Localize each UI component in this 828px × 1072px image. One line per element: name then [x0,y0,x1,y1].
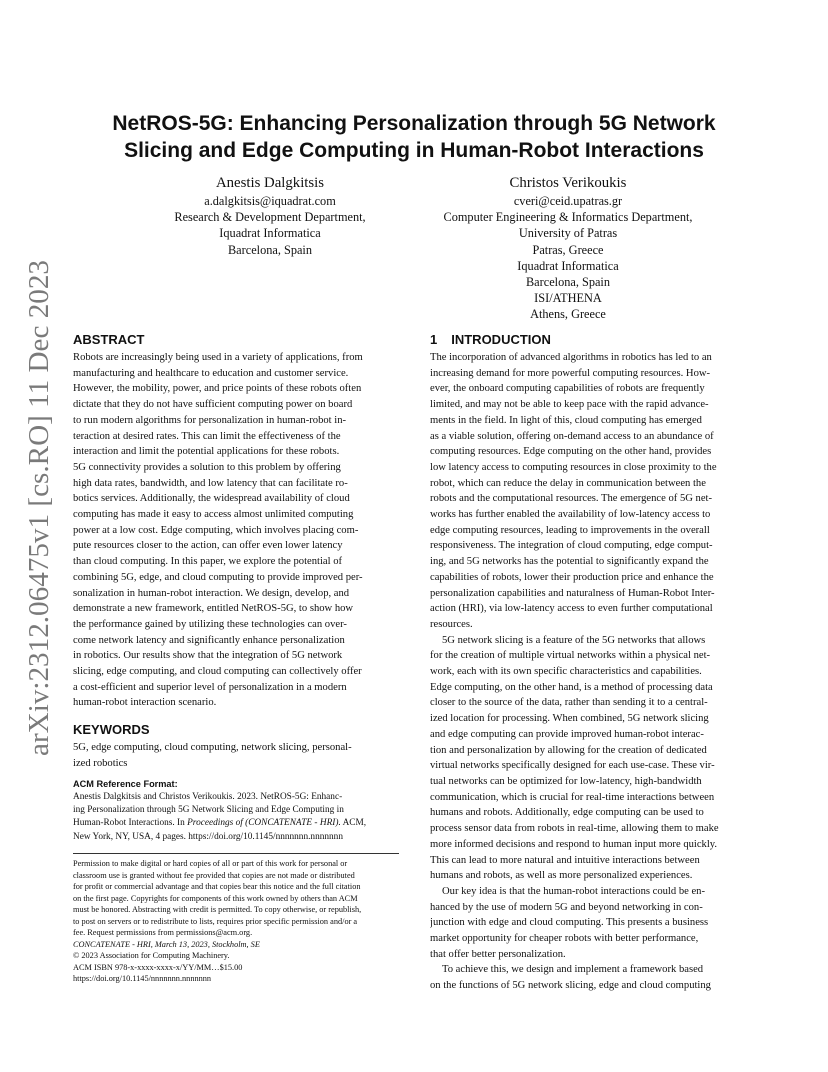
permission-line: classroom use is granted without fee provided that copies are not made or distributed [73,870,355,880]
permission-line: fee. Request permissions from permissions@acm.org. [73,928,253,938]
section-heading [430,331,756,348]
author-location: Barcelona, Spain [227,242,312,257]
acm-reference-body [73,791,399,845]
paragraph-line: hanced by the use of modern 5G and beyond networking in con- [430,901,703,913]
paragraph-line: This can lead to more natural and intuitive interactions between [430,854,700,866]
keywords-heading: KEYWORDS [73,722,150,738]
paragraph-line: tual networks can be optimized for low-latency, high-bandwidth [430,775,702,787]
paragraph-line: Edge computing, on the other hand, is a method of processing data [430,681,713,693]
author-location: Athens, Greece [530,307,606,322]
paragraph-line: resources. [430,618,473,630]
abstract-line: manufacturing and healthcare to education and customer service. [73,367,349,379]
section-title: INTRODUCTION [451,332,551,347]
keywords-line: 5G, edge computing, cloud computing, network slicing, personal- [73,742,352,754]
permission-body [73,858,399,939]
author-block [418,174,718,323]
left-column [73,331,399,985]
paragraph-line: communication, which is crucial for real-time interactions between [430,791,715,803]
paragraph-line: ing, and 5G networks has the potential to significantly expand the [430,556,709,568]
arxiv-id-text: arXiv:2312.06475v1 [cs.RO] 11 Dec 2023 [24,279,55,756]
permission-line: must be honored. Abstracting with credit is permitted. To copy otherwise, or republish, [73,905,362,915]
acm-reference-line: ing Personalization through 5G Network Slicing and Edge Computing in [73,804,344,815]
author-affiliation: ISI/ATHENA [534,291,602,306]
paragraph-line: ized location for processing. When combined, 5G network slicing [430,713,709,725]
abstract-line: than cloud computing. In this paper, we explore the potential of [73,556,343,568]
paragraph-line: works has further enabled the availability of low-latency access to [430,509,711,521]
abstract-line: high data rates, bandwidth, and low latency that can facilitate ro- [73,477,348,489]
section-number: 1 [430,332,438,347]
paragraph [430,962,756,993]
paragraph [430,884,756,963]
abstract-line: human-robot interaction scenario. [73,697,217,709]
author-name: Christos Verikoukis [509,175,627,191]
abstract-line: the performance gained by utilizing these technologies can over- [73,618,347,630]
paper-title [60,110,768,164]
paragraph-line: junction with edge and cloud computing. This presents a business [430,917,709,929]
paragraph-line: humans and robots. Additionally, edge computing can be used to [430,807,704,819]
paragraph-line: virtual networks specifically designed for each use-case. These vir- [430,760,715,772]
author-affiliation: Computer Engineering & Informatics Department, [443,210,693,225]
permission-line: for profit or commercial advantage and that copies bear this notice and the full citation [73,882,361,892]
keywords-body [73,740,399,771]
paragraph-line: edge computing resources, leading to improvements in the overall [430,524,710,536]
paragraph-line: process sensor data from robots in real-time, allowing them to make [430,823,719,835]
paragraph-line: as a viable solution, offering on-demand access to an abundance of [430,430,714,442]
author-location: Barcelona, Spain [525,275,610,290]
abstract-line: computing has made it easy to access almost unlimited computing [73,509,354,521]
acm-reference-text: ACM, [340,818,367,829]
author-affiliation: Iquadrat Informatica [517,258,619,273]
abstract-line: demonstrate a new framework, entitled NetROS-5G, to show how [73,603,354,615]
paragraph-line: for the creation of multiple virtual networks within a physical net- [430,650,711,662]
paragraph-line: increasing demand for more powerful computing resources. How- [430,367,711,379]
author-block [120,174,420,258]
author-affiliation: Iquadrat Informatica [219,226,321,241]
paragraph-line: and edge computing can provide improved human-robot interac- [430,728,704,740]
paragraph-line: ments in the field. In light of this, cloud computing has emerged [430,414,702,426]
abstract-line: a cost-efficient and superior level of personalization in a modern [73,681,347,693]
paragraph-line: on the functions of 5G network slicing, edge and cloud computing [430,980,711,992]
copyright-line: © 2023 Association for Computing Machinery. [73,951,230,961]
paragraph-line: robots and the computational resources. The emergence of 5G net- [430,493,713,505]
abstract-line: to run modern algorithms for personalization in human-robot in- [73,414,347,426]
abstract-heading: ABSTRACT [73,332,145,347]
introduction-body [430,350,756,994]
conference-text: CONCATENATE - HRI, March 13, 2023, Stockholm, SE [73,939,260,949]
abstract-line: Robots are increasingly being used in a variety of applications, from [73,352,363,363]
conference-info [73,939,399,951]
paragraph-line: The incorporation of advanced algorithms in robotics has led to an [430,352,712,363]
paragraph [430,633,756,884]
author-email: a.dalgkitsis@iquadrat.com [204,194,336,208]
abstract-line: slicing, edge computing, and cloud computing can collectively offer [73,666,362,678]
acm-reference-text: Human-Robot Interactions. In [73,818,188,829]
permission-line: on the first page. Copyrights for components of this work owned by others than ACM [73,893,358,903]
acm-reference-line: New York, NY, USA, 4 pages. https://doi.org/10.1145/nnnnnnn.nnnnnnn [73,831,343,842]
abstract-line: 5G connectivity provides a solution to this problem by offering [73,461,341,473]
paragraph-line: action (HRI), via low-latency access to even further computational [430,603,713,615]
keywords-line: ized robotics [73,757,128,769]
author-name: Anestis Dalgkitsis [215,175,325,191]
paragraph-line: closer to the source of the data, rather than sending it to a central- [430,697,708,709]
abstract-line: in robotics. Our results show that the integration of 5G network [73,650,343,662]
abstract-line: come network latency and significantly enhance personalization [73,634,345,646]
paragraph-line: low latency access to computing resources in close proximity to the [430,461,717,473]
abstract-line: combining 5G, edge, and cloud computing to provide improved per- [73,571,363,583]
paragraph-line: market opportunity for cheaper robots with better performance, [430,933,699,945]
acm-reference-proceedings: Proceedings of (CONCATENATE - HRI). [187,818,341,829]
paragraph-line: personalization capabilities and naturalness of Human-Robot Inter- [430,587,715,599]
paragraph-line: work, each with its own specific characteristics and capabilities. [430,666,702,678]
title-line: NetROS-5G: Enhancing Personalization through 5G Network [112,112,716,135]
paragraph-line: To achieve this, we design and implement a framework based [442,964,704,976]
author-affiliation: Research & Development Department, [174,210,366,225]
abstract-line: power at a low cost. Edge computing, which involves placing com- [73,524,359,536]
author-location: Patras, Greece [532,242,604,257]
paragraph-line: that offer better personalization. [430,948,566,960]
author-affiliation: University of Patras [518,226,618,241]
paragraph-line: responsiveness. The integration of cloud computing, edge comput- [430,540,713,552]
acm-reference-line: Anestis Dalgkitsis and Christos Verikoukis. 2023. NetROS-5G: Enhanc- [73,791,343,802]
abstract-line: sonalization in human-robot interaction. We design, develop, and [73,587,350,599]
abstract-line: botics services. Additionally, the widespread availability of cloud [73,493,350,505]
isbn-line: ACM ISBN 978-x-xxxx-xxxx-x/YY/MM…$15.00 [73,962,243,972]
title-line: Slicing and Edge Computing in Human-Robot Interactions [124,139,704,162]
paragraph-line: 5G network slicing is a feature of the 5G networks that allows [442,634,706,646]
paragraph-line: computing resources. Edge computing on the other hand, provides [430,446,712,458]
paragraph-line: humans and robots, as well as more personalized experiences. [430,870,693,882]
right-column [430,331,756,994]
paragraph-line: capabilities of robots, lower their production price and enhance the [430,571,714,583]
doi-line: https://doi.org/10.1145/nnnnnnn.nnnnnnn [73,974,212,984]
arxiv-identifier [14,258,58,758]
abstract-line: However, the mobility, power, and price points of these robots often [73,383,362,395]
abstract-line: teraction at desired rates. This can limit the effectiveness of the [73,430,341,442]
paragraph-line: ever, the onboard computing capabilities of robots are frequently [430,383,705,395]
abstract-line: dictate that they do not have sufficient computing power on board [73,399,353,411]
permission-notice [73,858,399,985]
paragraph [430,350,756,633]
author-email: cveri@ceid.upatras.gr [513,194,623,208]
abstract-line: interaction and limit the potential applications for these robots. [73,446,340,458]
paragraph-line: more informed decisions and respond to human input more quickly. [430,838,718,850]
permission-line: to post on servers or to redistribute to lists, requires prior specific permission and/or a [73,916,358,926]
acm-reference-heading: ACM Reference Format: [73,778,178,789]
permission-line: Permission to make digital or hard copies of all or part of this work for personal or [73,859,348,869]
paragraph-line: robot, which can reduce the delay in communication between the [430,477,706,489]
abstract-body [73,350,399,711]
paragraph-line: tion and personalization by allowing for the creation of dedicated [430,744,707,756]
paragraph-line: Our key idea is that the human-robot interactions could be en- [442,885,705,897]
abstract-line: pute resources closer to the action, can offer even lower latency [73,540,343,552]
paragraph-line: limited, and may not be able to keep pace with the rapid advance- [430,399,709,411]
acm-reference-line [73,817,399,830]
